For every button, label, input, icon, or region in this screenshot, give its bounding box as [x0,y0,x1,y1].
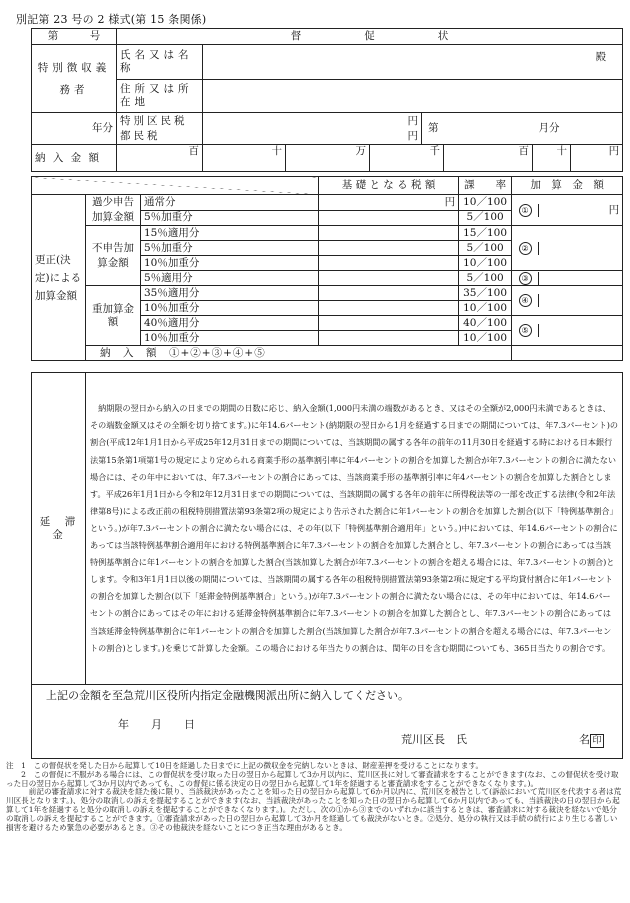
digit-thousand: 千 [370,145,444,172]
col-base-header: 基 礎 と な る 税 額 [319,177,459,195]
tax-yen: 円 円 [203,113,422,145]
name-label: 氏名又は名称 [117,45,203,80]
notes [6,762,624,832]
note-2: 2 この督促に不服がある場合には、この督促状を受け取った日の翌日から起算して3か月以内に、荒川区長に対して審査請求をすることができます(なお、この督促状を受け取った日の翌日から起算して3か月以内であっても、この督促に係る決定の日の翌日から起算して1年を経過すると審査請求をすることができなくなります。)。 [6,769,619,788]
item-label: 10％加重分 [141,301,319,316]
base-amount [319,226,459,241]
month-period: 第 月分 [422,113,623,145]
payment-block [32,685,623,759]
item-label: 15％適用分 [141,226,319,241]
rate-value: 10／100 [459,331,512,346]
col-rate-header: 課 率 [459,177,512,195]
rate-value: 10／100 [459,195,512,211]
taxpayer-label: 特別徴収義務者 [32,45,117,113]
diagonal-cell [32,177,319,195]
item-label: 5％加重分 [141,241,319,256]
payment-instruction: 上記の金額を至急荒川区役所内指定金融機関派出所に納入してください。 [46,689,409,702]
form-header: 別記第 23 号の 2 様式(第 15 条関係) [16,13,207,26]
rate-value: 5／100 [459,210,512,226]
item-label: 10％加重分 [141,331,319,346]
group-3-label: 重加算金額 [86,286,141,346]
address-value [203,80,623,113]
issue-date: 年 月 日 [118,718,195,732]
add-amount-2: ② [512,226,623,271]
digit-ten-man: 十 [203,145,286,172]
item-label: 5％加重分 [141,210,319,226]
issuer-line [46,733,616,751]
year-label: 年分 [32,113,117,145]
digit-hundred: 百 [444,145,533,172]
rate-value: 5／100 [459,241,512,256]
group-2-label: 不申告加算金額 [86,226,141,286]
base-amount [319,286,459,301]
base-amount [319,256,459,271]
issuer-name: 名 印 [579,733,604,748]
tax-type: 特別区民税 都民税 [117,113,203,145]
name-value: 殿 [203,45,623,80]
group-1-label: 過少申告加算金額 [86,195,141,226]
note-1: 注 1 この督促状を発した日から起算して10日を経過した日までに上記の徴収金を完納しないときは、財産差押を受けることになります。 [6,761,484,770]
total-amount [512,346,623,361]
digit-man: 万 [286,145,370,172]
add-amount-4: ④ [512,286,623,316]
notice-title: 督 促 状 [117,29,623,45]
item-label: 35％適用分 [141,286,319,301]
base-amount [319,210,459,226]
item-label: 10％加重分 [141,256,319,271]
note-3: 前記の審査請求に対する裁決を経た後に限り、当該裁決があったことを知った日の翌日から起算して6か月以内に、荒川区を被告として(訴訟において荒川区を代表する者は荒川区長となります。)、処分の取消しの訴えを提起することができます(なお、当該裁決があったことを知った日の翌日から起算して6か月以内であっても、当該裁決の日の翌日から起算して1年を経過すると処分の取消しの訴えを提起することができなくなります。)。ただし、次の①から③までのいずれかに該当するときは、審査請求に対する裁決を経ないで処分の取消しの訴えを提起することができます。①審査請求があった日の翌日から起算して3か月を経過しても裁決がないとき。②処分、処分の執行又は手続の続行により生じる著しい損害を避けるため緊急の必要があるとき。③その他裁決を経ないことにつき正当な理由があるとき。 [6,787,622,832]
rate-value: 10／100 [459,301,512,316]
issuer-title: 荒川区長 氏 [401,733,467,747]
rate-value: 35／100 [459,286,512,301]
base-amount [319,241,459,256]
delay-text: 納期限の翌日から納入の日までの期間の日数に応じ、納入金額(1,000円未満の端数があるとき、又はその全額が2,000円未満であるときは、その端数金額又はその全額を切り捨てます。)に年14.6パーセント(納期限の翌日から1月を経過する日までの期間については、年7.3パーセント)の割合(平成12年1月1日から平成25年12月31日までの期間については、当該期間の属する各年の前年の11月30日を経過する時における日本銀行法第15条第1項第1号の規定により定められる商業手形の基準割引率に年4パーセントの割合を加算した割合が年7.3パーセントの割合に満たない場合には、その年中においては、年7.3パーセントの割合にあっては、当該商業手形の基準割引率に年4パーセントの割合を加算した割合とします。平成26年1月1日から令和2年12月31日までの期間については、当該期間の属する各年の前年に所得税法等の一部を改正する法律(令和2年法律第8号)による改正前の租税特別措置法第93条第2項の規定により告示された割合に年1パーセントの割合を加算した割合(以下「特例基準割合」という。)が年7.3パーセントの割合に満たない場合には、その年(以下「特例基準割合適用年」という。)中においては、年14.6パーセントの割合にあっては当該特例基準割合適用年における特例基準割合に年7.3パーセントの割合を加算した割合とし、年7.3パーセントの割合にあっては当該特例基準割合に年1パーセントの割合を加算した割合(当該加算した割合が年7.3パーセントの割合を超える場合には、年7.3パーセントの割合)とします。令和3年1月1日以後の期間については、当該期間の属する各年の租税特別措置法第93条第2項に規定する平均貸付割合に年1パーセントの割合を加算した割合(以下「延滞金特例基準割合」という。)が年7.3パーセントの割合に満たない場合には、その年中においては、年14.6パーセントの割合にあってはその年における延滞金特例基準割合に年7.3パーセントの割合を加算した割合とし、年7.3パーセントの割合にあっては当該延滞金特例基準割合に年1パーセントの割合を加算した割合(当該加算した割合が年7.3パーセントの割合を超える場合には、年7.3パーセントの割合)とします。)を乗じて計算した金額。この場合における年当たりの割合は、閏年の日を含む期間についても、365日当たりの割合です。 [86,373,623,685]
add-amount-3: ③ [512,271,623,286]
seal-icon: 印 [590,734,604,748]
digit-ten: 十 [533,145,571,172]
total-label: 納 入 額 ①+②+③+④+⑤ [86,346,512,361]
base-amount [319,301,459,316]
item-label: 40％適用分 [141,316,319,331]
rate-value: 10／100 [459,256,512,271]
amount-label: 納 入 金 額 [32,145,117,172]
item-label: 5％適用分 [141,271,319,286]
address-label: 住所又は所在地 [117,80,203,113]
item-label: 通常分 [141,195,319,211]
col-add-header: 加 算 金 額 [512,177,623,195]
base-amount [319,331,459,346]
add-amount-1: ① 円 [512,195,623,226]
delay-table [31,372,623,759]
add-amount-5: ⑤ [512,316,623,346]
surcharge-table [31,176,623,361]
number-label: 第 号 [32,29,117,45]
base-amount: 円 [319,195,459,211]
rate-value: 15／100 [459,226,512,241]
notice-header-table [31,28,623,172]
rate-value: 5／100 [459,271,512,286]
delay-label: 延 滞 金 [32,373,86,685]
digit-yen: 円 [571,145,623,172]
base-amount [319,271,459,286]
base-amount [319,316,459,331]
rate-value: 40／100 [459,316,512,331]
section-label: 更正(決定)による加算金額 [32,195,86,361]
digit-hundred-man: 百 [117,145,203,172]
